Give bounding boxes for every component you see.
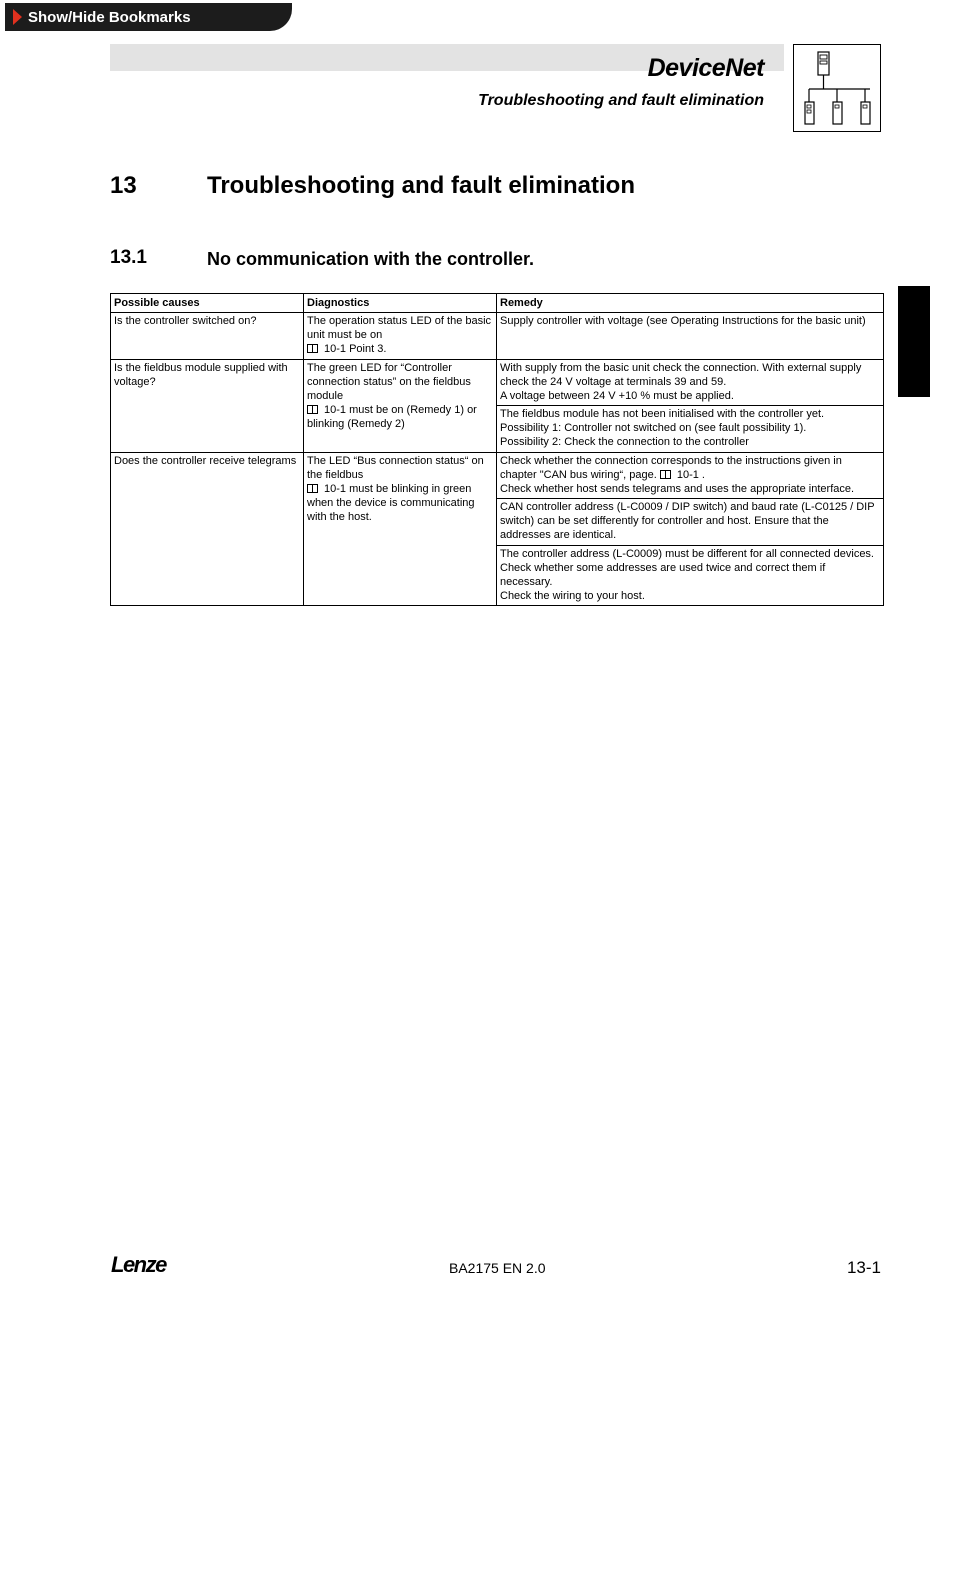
diagnostics-ref bbox=[307, 342, 493, 356]
remedy-text: The fieldbus module has not been initialised with the controller yet. bbox=[500, 408, 825, 420]
book-icon bbox=[660, 470, 671, 479]
triangle-right-icon bbox=[13, 9, 22, 25]
table-row bbox=[111, 313, 884, 360]
document-code: BA2175 EN 2.0 bbox=[449, 1260, 546, 1276]
remedy-text: Possibility 2: Check the connection to the controller bbox=[500, 436, 749, 448]
network-diagram-icon bbox=[793, 44, 881, 132]
diagnostics-ref-text: 10-1 must be blinking in green when the device is communicating with the host. bbox=[307, 483, 475, 523]
page-number: 13-1 bbox=[846, 1258, 881, 1277]
book-icon bbox=[307, 484, 318, 493]
remedy-text: A voltage between 24 V +10 % must be applied. bbox=[500, 390, 734, 402]
remedy-text: Supply controller with voltage (see Operating Instructions for the basic unit) bbox=[500, 315, 866, 327]
diagnostics-ref bbox=[307, 403, 493, 431]
remedy-text: Check whether some addresses are used twice and correct them if necessary. bbox=[500, 562, 826, 588]
header-diagnostics: Diagnostics bbox=[304, 294, 497, 313]
remedy-cell bbox=[497, 453, 884, 499]
cause-cell: Does the controller receive telegrams bbox=[111, 453, 304, 606]
show-hide-bookmarks-button[interactable] bbox=[5, 3, 292, 31]
section-number: 13.1 bbox=[110, 247, 147, 268]
remedy-text-part: Check whether the connection corresponds to the instructions given in chapter "CAN bus wiring“, page. bbox=[500, 455, 842, 481]
lenze-logo: Lenze bbox=[111, 1252, 166, 1277]
remedy-text: CAN controller address (L-C0009 / DIP switch) and baud rate (L-C0125 / DIP switch) can be set differently for controller and host. Ensure that the addresses are identical. bbox=[500, 501, 875, 541]
remedy-cell bbox=[497, 546, 884, 606]
remedy-cell bbox=[497, 360, 884, 406]
remedy-text: Check whether host sends telegrams and uses the appropriate interface. bbox=[500, 483, 855, 495]
section-heading bbox=[110, 247, 535, 269]
diagnostics-cell bbox=[304, 313, 497, 360]
remedy-cell bbox=[497, 313, 884, 360]
remedy-cell bbox=[497, 499, 884, 546]
table-row bbox=[111, 453, 884, 499]
table-header-row bbox=[111, 294, 884, 313]
diagnostics-text: The operation status LED of the basic unit must be on bbox=[307, 315, 492, 341]
table-row bbox=[111, 360, 884, 406]
remedy-text: Check the wiring to your host. bbox=[500, 590, 645, 602]
diagnostics-ref-text: 10-1 must be on (Remedy 1) or blinking (Remedy 2) bbox=[307, 404, 477, 430]
header-title: DeviceNet bbox=[647, 54, 764, 82]
diagnostics-text: The LED “Bus connection status“ on the fieldbus bbox=[307, 455, 484, 481]
section-title: No communication with the controller. bbox=[207, 249, 535, 269]
remedy-text bbox=[500, 454, 880, 482]
header-subtitle: Troubleshooting and fault elimination bbox=[478, 92, 764, 109]
remedy-text: With supply from the basic unit check the connection. With external supply check the 24 V voltage at terminals 39 and 59. bbox=[500, 362, 862, 388]
remedy-text: Possibility 1: Controller not switched on (see fault possibility 1). bbox=[500, 422, 807, 434]
remedy-ref-text: 10-1 . bbox=[676, 469, 705, 481]
troubleshooting-table bbox=[110, 293, 884, 606]
remedy-text: The controller address (L-C0009) must be different for all connected devices. bbox=[500, 548, 874, 560]
chapter-side-tab bbox=[898, 286, 930, 397]
book-icon bbox=[307, 344, 318, 353]
chapter-heading bbox=[110, 172, 635, 200]
diagnostics-ref-text: 10-1 Point 3. bbox=[324, 343, 387, 355]
header-remedy: Remedy bbox=[497, 294, 884, 313]
diagnostics-text: The green LED for “Controller connection status” on the fieldbus module bbox=[307, 362, 471, 402]
diagnostics-ref bbox=[307, 482, 493, 524]
cause-cell: Is the fieldbus module supplied with voltage? bbox=[111, 360, 304, 453]
book-icon bbox=[307, 405, 318, 414]
bookmarks-label: Show/Hide Bookmarks bbox=[28, 8, 191, 26]
cause-cell: Is the controller switched on? bbox=[111, 313, 304, 360]
chapter-title: Troubleshooting and fault elimination bbox=[207, 172, 635, 199]
header-possible-causes: Possible causes bbox=[111, 294, 304, 313]
diagnostics-cell bbox=[304, 360, 497, 453]
remedy-cell bbox=[497, 406, 884, 453]
chapter-number: 13 bbox=[110, 172, 137, 199]
diagnostics-cell bbox=[304, 453, 497, 606]
